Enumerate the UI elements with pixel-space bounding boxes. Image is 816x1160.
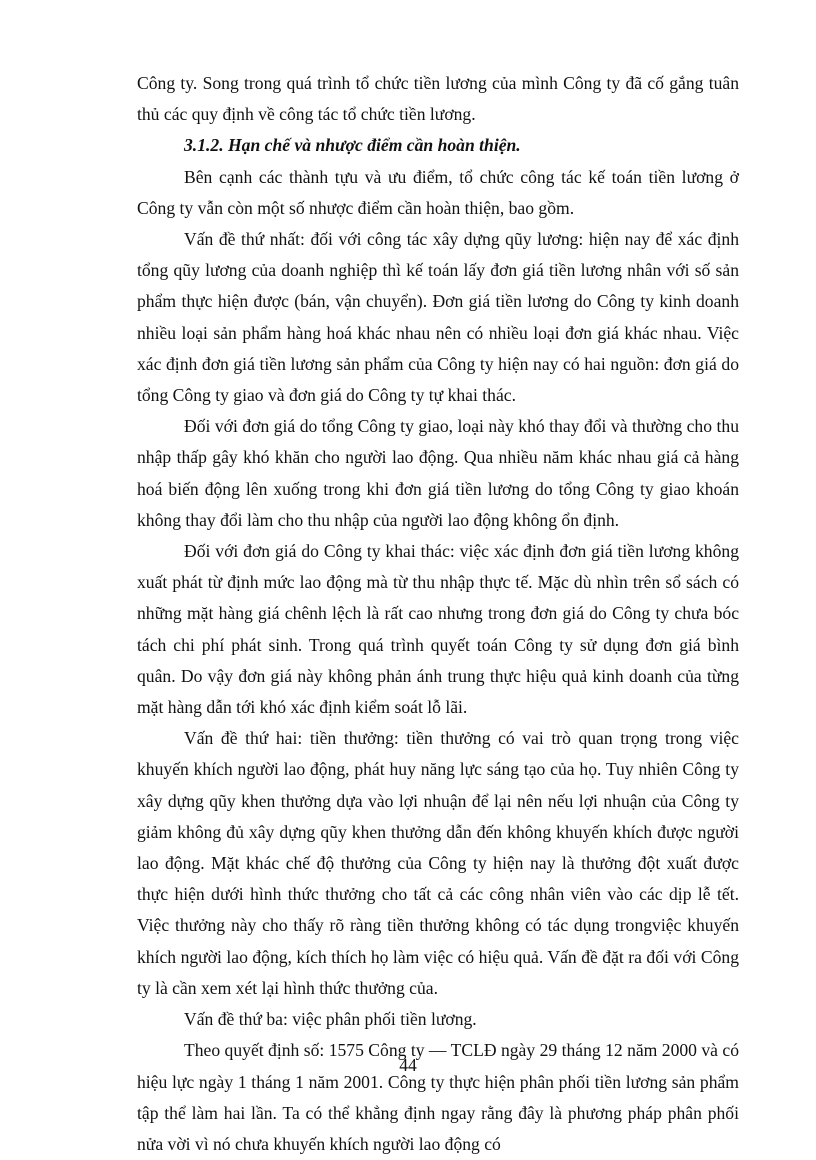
document-page	[137, 68, 739, 1160]
paragraph-issue-two: Vấn đề thứ hai: tiền thưởng: tiền thưởng có vai trò quan trọng trong việc khuyến khích người lao động, phát huy năng lực sáng tạo của họ. Tuy nhiên Công ty xây dựng qũy khen thưởng dựa vào lợi nhuận để lại nên nếu lợi nhuận của Công ty giảm không đủ xây dựng qũy khen thưởng dẫn đến không khuyến khích được người lao động. Mặt khác chế độ thưởng của Công ty hiện nay là thưởng đột xuất được thực hiện dưới hình thức thưởng cho tất cả các công nhân viên vào các dịp lễ tết. Việc thưởng này cho thấy rõ ràng tiền thưởng không có tác dụng trongviệc khuyến khích người lao động, kích thích họ làm việc có hiệu quả. Vấn đề đặt ra đối với Công ty là cần xem xét lại hình thức thưởng của.	[137, 728, 739, 998]
paragraph-self-rate: Đối với đơn giá do Công ty khai thác: việc xác định đơn giá tiền lương không xuất phát từ định mức lao động mà từ thu nhập thực tế. Mặc dù nhìn trên sổ sách có những mặt hàng giá chênh lệch là rất cao nhưng trong đơn giá do Công ty chưa bóc tách chi phí phát sinh. Trong quá trình quyết toán Công ty sử dụng đơn giá bình quân. Do vậy đơn giá này không phản ánh trung thực hiệu quả kinh doanh của từng mặt hàng dẫn tới khó xác định kiểm soát lỗ lãi.	[137, 541, 739, 718]
paragraph-intro: Bên cạnh các thành tựu và ưu điểm, tổ chức công tác kế toán tiền lương ở Công ty vẫn còn một số nhược điểm cần hoàn thiện, bao gồm.	[137, 166, 739, 218]
paragraph-decision: Theo quyết định số: 1575 Công ty — TCLĐ ngày 29 tháng 12 năm 2000 và có hiệu lực ngày 1 tháng 1 năm 2001. Công ty thực hiện phân phối tiền lương sản phẩm tập thể làm hai lần. Ta có thể khẳng định ngay rằng đây là phương pháp phân phối nửa vời vì nó chưa khuyến khích người lao động có	[137, 1040, 739, 1154]
paragraph-issue-three: Vấn đề thứ ba: việc phân phối tiền lương.	[184, 1009, 477, 1030]
paragraph-issue-one: Vấn đề thứ nhất: đối với công tác xây dựng qũy lương: hiện nay để xác định tổng qũy lương của doanh nghiệp thì kế toán lấy đơn giá tiền lương nhân với số sản phẩm thực hiện được (bán, vận chuyển). Đơn giá tiền lương do Công ty kinh doanh nhiều loại sản phẩm hàng hoá khác nhau nên có nhiều loại đơn giá khác nhau. Việc xác định đơn giá tiền lương sản phẩm của Công ty hiện nay có hai nguồn: đơn giá do tổng Công ty giao và đơn giá do Công ty tự khai thác.	[137, 229, 739, 406]
paragraph-continuation: Công ty. Song trong quá trình tổ chức tiền lương của mình Công ty đã cố gắng tuân thủ các quy định về công tác tổ chức tiền lương.	[137, 73, 739, 125]
page-number: 44	[399, 1055, 417, 1075]
paragraph-assigned-rate: Đối với đơn giá do tổng Công ty giao, loại này khó thay đổi và thường cho thu nhập thấp gây khó khăn cho người lao động. Qua nhiều năm khác nhau giá cả hàng hoá biến động lên xuống trong khi đơn giá tiền lương do tổng Công ty giao khoán không thay đổi làm cho thu nhập của người lao động không ổn định.	[137, 416, 739, 530]
section-heading: 3.1.2. Hạn chế và nhược điểm cần hoàn thiện.	[184, 135, 521, 156]
